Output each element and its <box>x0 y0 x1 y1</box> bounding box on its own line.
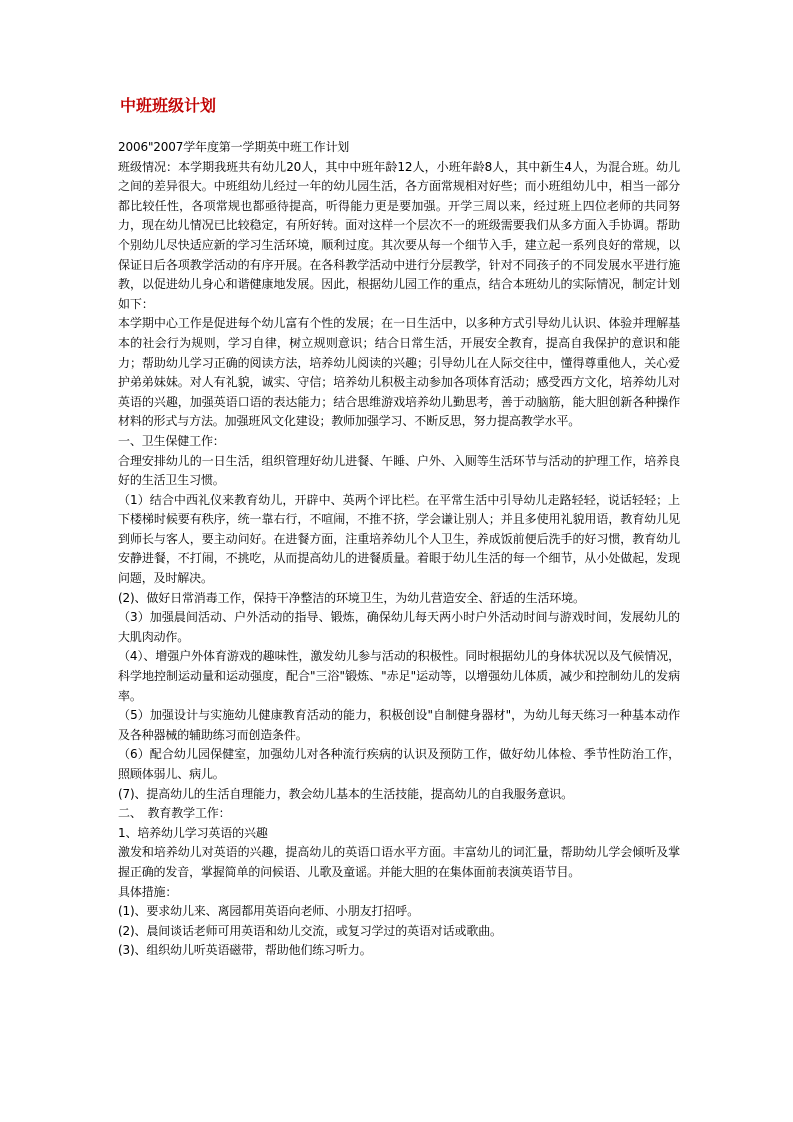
document-title: 中班班级计划 <box>120 96 217 115</box>
document-body <box>118 138 680 961</box>
paragraph-central-work: 本学期中心工作是促进每个幼儿富有个性的发展；在一日生活中，以多种方式引导幼儿认识、体验并理解基本的社会行为规则，学习自律，树立规则意识；结合日常生活，开展安全教育，提高自我保护的意识和能力；帮助幼儿学习正确的阅读方法，培养幼儿阅读的兴趣；引导幼儿在人际交往中，懂得尊重他人，关心爱护弟弟妹妹。对人有礼貌，诚实、守信；培养幼儿积极主动参加各项体育活动；感受西方文化，培养幼儿对英语的兴趣，加强英语口语的表达能力；结合思维游戏培养幼儿勤思考，善于动脑筋，能大胆创新各种操作材料的形式与方法。加强班风文化建设；教师加强学习、不断反思，努力提高教学水平。 <box>118 316 680 429</box>
list-item-measure-1: (1)、要求幼儿来、离园都用英语向老师、小朋友打招呼。 <box>118 904 419 919</box>
section-heading-education: 二、 教育教学工作： <box>118 806 231 821</box>
list-item-health-4: （4）、增强户外体育游戏的趣味性，激发幼儿参与活动的积极性。同时根据幼儿的身体状况以及气候情况，科学地控制运动量和运动强度，配合"三浴"锻炼、"赤足"运动等，以增强幼儿体质，减少和控制幼儿的发病率。 <box>118 649 680 703</box>
paragraph-english-goals: 激发和培养幼儿对英语的兴趣，提高幼儿的英语口语水平方面。丰富幼儿的词汇量，帮助幼儿学会倾听及掌握正确的发音，掌握简单的问候语、儿歌及童谣。并能大胆的在集体面前表演英语节目。 <box>118 845 680 879</box>
paragraph-subtitle: 2006"2007学年度第一学期英中班工作计划 <box>118 140 350 154</box>
list-item-health-6: （6）配合幼儿园保健室，加强幼儿对各种流行疾病的认识及预防工作，做好幼儿体检、季节性防治工作，照顾体弱儿、病儿。 <box>118 747 680 781</box>
list-item-health-1: （1）结合中西礼仪来教育幼儿，开辟中、英两个评比栏。在平常生活中引导幼儿走路轻轻，说话轻轻；上下楼梯时候要有秩序，统一靠右行，不喧闹，不推不挤，学会谦让别人；并且多使用礼貌用语，教育幼儿见到师长与客人，要主动问好。在进餐方面，注重培养幼儿个人卫生，养成饭前便后洗手的好习惯，教育幼儿安静进餐，不打闹，不挑吃，从而提高幼儿的进餐质量。着眼于幼儿生活的每一个细节，从小处做起，发现问题，及时解决。 <box>118 492 680 586</box>
list-item-health-3: （3）加强晨间活动、户外活动的指导、锻炼，确保幼儿每天两小时户外活动时间与游戏时间，发展幼儿的大肌肉动作。 <box>118 610 680 644</box>
subsection-heading-english: 1、培养幼儿学习英语的兴趣 <box>118 825 268 840</box>
list-item-health-7: (7)、提高幼儿的生活自理能力，教会幼儿基本的生活技能，提高幼儿的自我服务意识。 <box>118 786 574 801</box>
paragraph-health-intro: 合理安排幼儿的一日生活，组织管理好幼儿进餐、午睡、户外、入厕等生活环节与活动的护理工作，培养良好的生活卫生习惯。 <box>118 453 680 488</box>
paragraph-class-situation: 班级情况：本学期我班共有幼儿20人，其中中班年龄12人，小班年龄8人，其中新生4人，为混合班。幼儿之间的差异很大。中班组幼儿经过一年的幼儿园生活，各方面常规相对好些；而小班组幼儿中，相当一部分都比较任性，各项常规也都亟待提高，听得能力更是要加强。开学三周以来，经过班上四位老师的共同努力，现在幼儿情况已比较稳定，有所好转。面对这样一个层次不一的班级需要我们从多方面入手协调。帮助个别幼儿尽快适应新的学习生活环境，顺利过度。其次要从每一个细节入手，建立起一系列良好的常规，以保证日后各项教学活动的有序开展。在各科教学活动中进行分层教学，针对不同孩子的不同发展水平进行施教，以促进幼儿身心和谐健康地发展。因此，根据幼儿园工作的重点，结合本班幼儿的实际情况，制定计划如下： <box>118 159 680 311</box>
measures-heading: 具体措施： <box>118 884 178 899</box>
list-item-health-2: (2)、做好日常消毒工作，保持干净整洁的环境卫生，为幼儿营造安全、舒适的生活环境。 <box>118 590 585 605</box>
list-item-measure-3: (3)、组织幼儿听英语磁带，帮助他们练习听力。 <box>118 943 372 958</box>
list-item-measure-2: (2)、晨间谈话老师可用英语和幼儿交流，或复习学过的英语对话或歌曲。 <box>118 923 502 938</box>
section-heading-health: 一、卫生保健工作： <box>118 433 225 448</box>
list-item-health-5: （5）加强设计与实施幼儿健康教育活动的能力，积极创设"自制健身器材"，为幼儿每天练习一种基本动作及各种器械的辅助练习而创造条件。 <box>118 708 680 742</box>
